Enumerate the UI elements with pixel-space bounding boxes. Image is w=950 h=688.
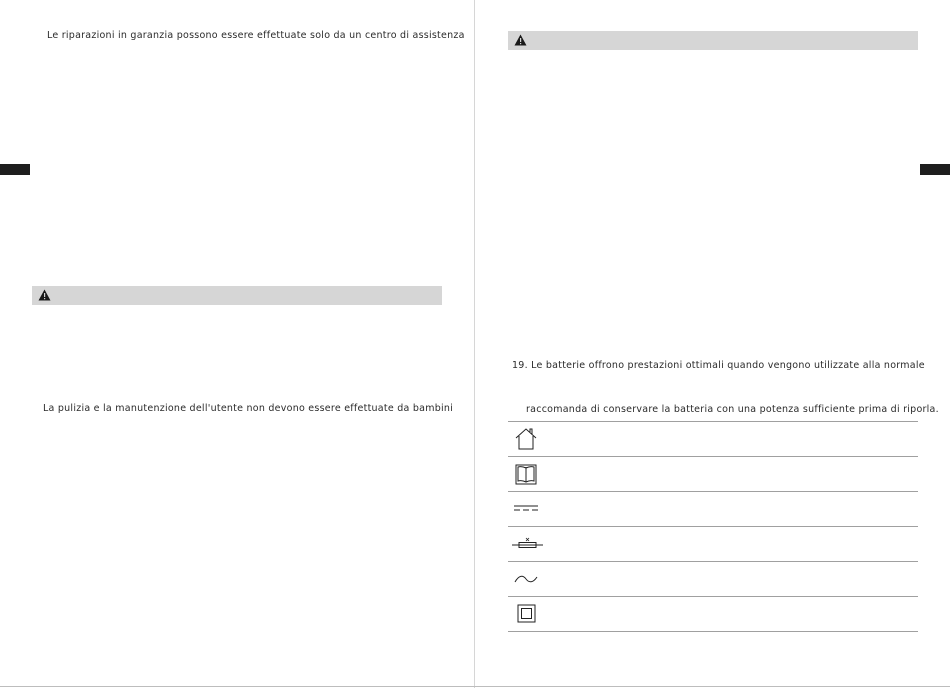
cleaning-note: La pulizia e la manutenzione dell'utente non devono essere effettuate da bambini bbox=[43, 403, 454, 414]
symbol-row-double-insulation bbox=[508, 597, 918, 632]
double-insulation-icon bbox=[512, 601, 540, 627]
direct-current-icon bbox=[512, 496, 540, 522]
symbol-row-fuse bbox=[508, 527, 918, 562]
indoor-use-house-icon bbox=[512, 426, 540, 452]
page-bottom-rule bbox=[0, 686, 950, 687]
alternating-current-icon bbox=[512, 566, 540, 592]
warning-bar bbox=[32, 286, 442, 305]
battery-note: raccomanda di conservare la batteria con una potenza sufficiente prima di riporla. bbox=[526, 404, 939, 415]
symbol-row-ac bbox=[508, 562, 918, 597]
battery-item: 19. Le batterie offrono prestazioni ottimali quando vengono utilizzate alla normale bbox=[512, 360, 925, 371]
symbol-row-indoor bbox=[508, 422, 918, 457]
read-manual-book-icon bbox=[512, 461, 540, 487]
left-page bbox=[0, 0, 474, 686]
symbol-row-dc bbox=[508, 492, 918, 527]
symbol-row-manual bbox=[508, 457, 918, 492]
warning-triangle-icon bbox=[38, 289, 51, 301]
symbols-table bbox=[508, 421, 918, 632]
warning-triangle-icon bbox=[514, 34, 527, 46]
fuse-icon bbox=[512, 531, 544, 557]
warning-bar bbox=[508, 31, 918, 50]
warranty-note: Le riparazioni in garanzia possono essere effettuate solo da un centro di assistenza bbox=[47, 30, 465, 41]
left-section-tab bbox=[0, 164, 30, 175]
right-section-tab bbox=[920, 164, 950, 175]
